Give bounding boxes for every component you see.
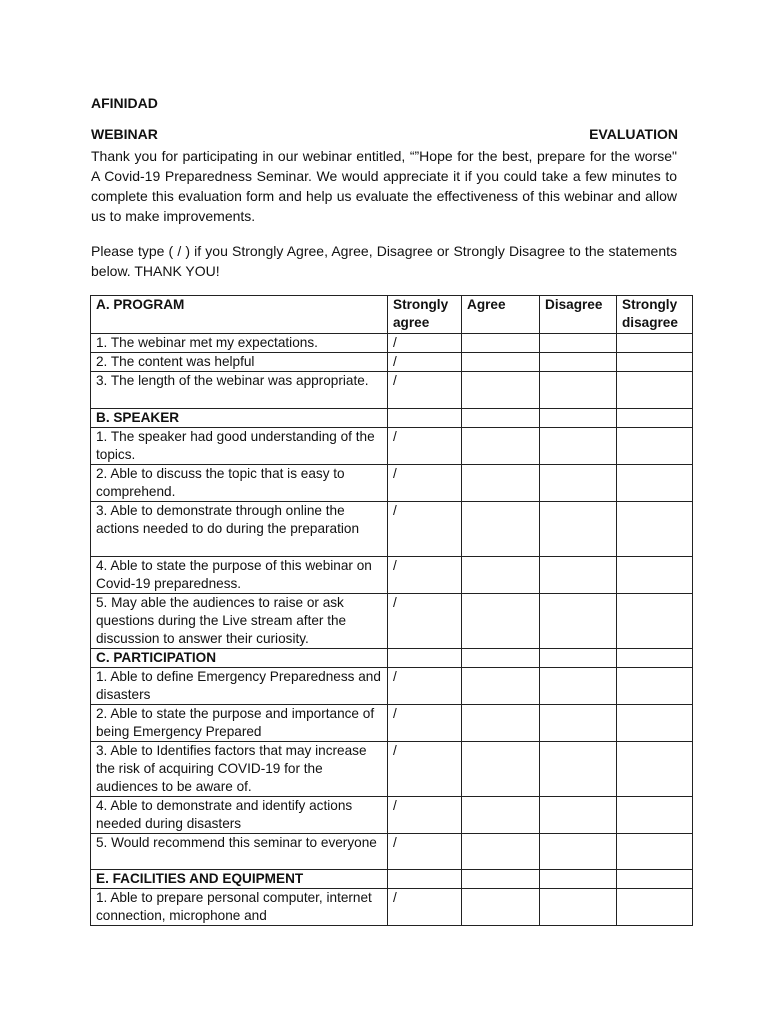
disagree-cell[interactable]: [540, 428, 617, 465]
strongly-agree-cell[interactable]: /: [388, 705, 462, 742]
table-row: [91, 557, 693, 594]
statement-cell: 2. Able to discuss the topic that is easy to comprehend.: [91, 465, 388, 502]
title-left: WEBINAR: [91, 126, 158, 142]
agree-cell[interactable]: [462, 372, 540, 409]
agree-cell[interactable]: [462, 742, 540, 797]
disagree-cell[interactable]: [540, 834, 617, 870]
table-header-row: [91, 296, 693, 334]
table-row: [91, 797, 693, 834]
strongly-agree-cell[interactable]: /: [388, 889, 462, 926]
strongly-disagree-cell[interactable]: [617, 889, 693, 926]
disagree-cell[interactable]: [540, 742, 617, 797]
strongly-agree-cell[interactable]: /: [388, 353, 462, 372]
statement-cell: 1. Able to prepare personal computer, internet connection, microphone and: [91, 889, 388, 926]
strongly-agree-cell[interactable]: /: [388, 465, 462, 502]
disagree-cell[interactable]: [540, 797, 617, 834]
section-heading: E. FACILITIES AND EQUIPMENT: [91, 870, 388, 889]
instruction-paragraph: Please type ( / ) if you Strongly Agree, Agree, Disagree or Strongly Disagree to the statements below. THANK YOU!: [91, 243, 677, 279]
table-row: [91, 668, 693, 705]
agree-cell[interactable]: [462, 428, 540, 465]
document-title: [91, 126, 678, 142]
agree-cell[interactable]: [462, 668, 540, 705]
agree-cell[interactable]: [462, 557, 540, 594]
disagree-cell[interactable]: [540, 889, 617, 926]
disagree-cell[interactable]: [540, 705, 617, 742]
statement-cell: 2. Able to state the purpose and importance of being Emergency Prepared: [91, 705, 388, 742]
column-header-strongly-agree: Strongly agree: [388, 296, 462, 334]
column-header-program: A. PROGRAM: [91, 296, 388, 334]
statement-cell: 1. Able to define Emergency Preparedness and disasters: [91, 668, 388, 705]
disagree-cell[interactable]: [540, 334, 617, 353]
statement-cell: 2. The content was helpful: [91, 353, 388, 372]
agree-cell[interactable]: [462, 594, 540, 649]
table-row: [91, 502, 693, 557]
table-row: [91, 705, 693, 742]
strongly-agree-cell[interactable]: /: [388, 557, 462, 594]
disagree-cell[interactable]: [540, 372, 617, 409]
agree-cell[interactable]: [462, 834, 540, 870]
strongly-disagree-cell[interactable]: [617, 834, 693, 870]
statement-cell: 3. Able to Identifies factors that may increase the risk of acquiring COVID-19 for the audiences to be aware of.: [91, 742, 388, 797]
strongly-agree-cell[interactable]: /: [388, 502, 462, 557]
table-row: [91, 428, 693, 465]
section-heading: C. PARTICIPATION: [91, 649, 388, 668]
intro-paragraph: Thank you for participating in our webinar entitled, “”Hope for the best, prepare for the worse" A Covid-19 Preparedness Seminar. We would appreciate it if you could take a few minutes to complete this evaluation form and help us evaluate the effectiveness of this webinar and allow us to make improvements.: [91, 148, 677, 224]
strongly-disagree-cell[interactable]: [617, 465, 693, 502]
agree-cell[interactable]: [462, 465, 540, 502]
statement-cell: 5. May able the audiences to raise or ask questions during the Live stream after the discussion to answer their curiosity.: [91, 594, 388, 649]
column-header-agree: Agree: [462, 296, 540, 334]
strongly-disagree-cell[interactable]: [617, 502, 693, 557]
strongly-agree-cell[interactable]: /: [388, 334, 462, 353]
strongly-agree-cell[interactable]: /: [388, 797, 462, 834]
statement-cell: 4. Able to state the purpose of this webinar on Covid-19 preparedness.: [91, 557, 388, 594]
table-row: [91, 834, 693, 870]
evaluation-table: [90, 295, 693, 926]
section-row-participation: [91, 649, 693, 668]
strongly-disagree-cell[interactable]: [617, 557, 693, 594]
agree-cell[interactable]: [462, 502, 540, 557]
agree-cell[interactable]: [462, 889, 540, 926]
disagree-cell[interactable]: [540, 668, 617, 705]
agree-cell[interactable]: [462, 705, 540, 742]
strongly-agree-cell[interactable]: /: [388, 668, 462, 705]
agree-cell[interactable]: [462, 353, 540, 372]
strongly-agree-cell[interactable]: /: [388, 372, 462, 409]
statement-cell: 3. Able to demonstrate through online the actions needed to do during the preparation: [91, 502, 388, 557]
strongly-disagree-cell[interactable]: [617, 428, 693, 465]
disagree-cell[interactable]: [540, 557, 617, 594]
strongly-disagree-cell[interactable]: [617, 594, 693, 649]
agree-cell[interactable]: [462, 797, 540, 834]
disagree-cell[interactable]: [540, 594, 617, 649]
table-row: [91, 889, 693, 926]
title-right: EVALUATION: [589, 126, 678, 142]
table-row: [91, 465, 693, 502]
disagree-cell[interactable]: [540, 353, 617, 372]
statement-cell: 3. The length of the webinar was appropriate.: [91, 372, 388, 409]
strongly-disagree-cell[interactable]: [617, 353, 693, 372]
strongly-disagree-cell[interactable]: [617, 372, 693, 409]
statement-cell: 4. Able to demonstrate and identify actions needed during disasters: [91, 797, 388, 834]
section-row-speaker: [91, 409, 693, 428]
strongly-agree-cell[interactable]: /: [388, 742, 462, 797]
column-header-strongly-disagree: Strongly disagree: [617, 296, 693, 334]
strongly-disagree-cell[interactable]: [617, 797, 693, 834]
agree-cell[interactable]: [462, 334, 540, 353]
participant-name: AFINIDAD: [91, 95, 158, 111]
strongly-disagree-cell[interactable]: [617, 334, 693, 353]
table-row: [91, 594, 693, 649]
table-row: [91, 372, 693, 409]
table-row: [91, 353, 693, 372]
table-row: [91, 334, 693, 353]
column-header-disagree: Disagree: [540, 296, 617, 334]
statement-cell: 5. Would recommend this seminar to everyone: [91, 834, 388, 870]
strongly-agree-cell[interactable]: /: [388, 594, 462, 649]
section-row-facilities: [91, 870, 693, 889]
statement-cell: 1. The webinar met my expectations.: [91, 334, 388, 353]
disagree-cell[interactable]: [540, 465, 617, 502]
section-heading: B. SPEAKER: [91, 409, 388, 428]
disagree-cell[interactable]: [540, 502, 617, 557]
strongly-disagree-cell[interactable]: [617, 668, 693, 705]
table-row: [91, 742, 693, 797]
statement-cell: 1. The speaker had good understanding of the topics.: [91, 428, 388, 465]
strongly-disagree-cell[interactable]: [617, 742, 693, 797]
strongly-disagree-cell[interactable]: [617, 705, 693, 742]
strongly-agree-cell[interactable]: /: [388, 428, 462, 465]
strongly-agree-cell[interactable]: /: [388, 834, 462, 870]
